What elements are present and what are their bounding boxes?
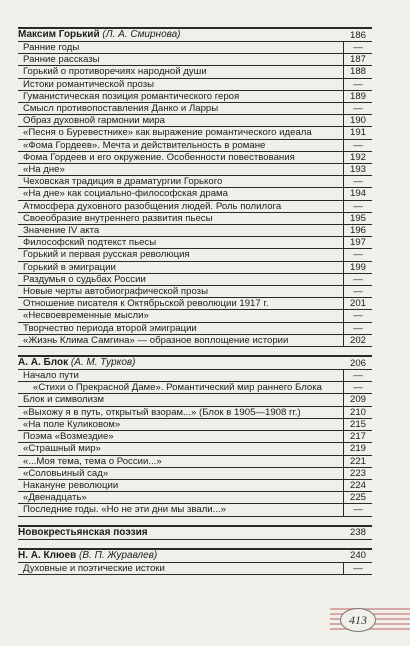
toc-entry-page: 193 (343, 164, 372, 175)
toc-entry-page: 190 (343, 115, 372, 126)
toc-entry-title: Последние годы. «Но не эти дни мы звали...» (23, 504, 226, 516)
toc-entry-title: Фома Гордеев и его окружение. Особенности повествования (23, 151, 295, 163)
toc-entry (18, 323, 372, 335)
toc-entry-title: Значение IV акта (23, 225, 100, 237)
section-heading (18, 355, 372, 370)
toc-entry-page: 191 (343, 127, 372, 138)
toc-entry-title: «...Моя тема, тема о России...» (23, 455, 162, 467)
toc-entry-page: 215 (343, 419, 372, 430)
toc-entry-title: Истоки романтической прозы (23, 78, 155, 90)
toc-entry-title: Чеховская традиция в драматургии Горького (23, 176, 223, 188)
toc-entry-page: 225 (343, 492, 372, 503)
toc-entry-title: Горький о противоречиях народной души (23, 66, 207, 78)
toc-entry-title: Начало пути (23, 370, 79, 382)
toc-entry-page: 201 (343, 298, 372, 309)
toc-entry-title: «Выхожу я в путь, открытый взорам...» (Блок в 1905—1908 гг.) (23, 406, 301, 418)
page-number: 413 (340, 608, 376, 632)
toc-entry-title: «Фома Гордеев». Мечта и действительность в романе (23, 139, 266, 151)
toc-entry (18, 188, 372, 200)
toc-entry (18, 394, 372, 406)
toc-entry-page: 217 (343, 431, 372, 442)
toc-entry (18, 274, 372, 286)
toc-entry-title: Накануне революции (23, 479, 119, 491)
toc-entry-page: — (343, 504, 372, 515)
toc-entry-title: Творчество периода второй эмиграции (23, 322, 197, 334)
section-author: Новокрестьянская поэзия (18, 526, 148, 538)
toc-entry-page: — (343, 79, 372, 90)
toc-entry-page: — (343, 370, 372, 381)
toc-entry (18, 298, 372, 310)
section-editor: (А. М. Турков) (70, 357, 136, 369)
toc-entry-page: 223 (343, 468, 372, 479)
toc-entry (18, 286, 372, 298)
section-author: Н. А. Клюев (18, 549, 77, 561)
section-editor: (Л. А. Смирнова) (102, 29, 181, 40)
toc-entry-title: Горький в эмиграции (23, 261, 116, 273)
toc-entry-title: «Двенадцать» (23, 492, 87, 504)
section-author: Максим Горький (18, 29, 100, 40)
toc-entry (18, 213, 372, 225)
toc-entry (18, 468, 372, 480)
toc-entry (18, 504, 372, 516)
toc-entry (18, 407, 372, 419)
toc-entry (18, 152, 372, 164)
toc-entry (18, 225, 372, 237)
section-heading (18, 548, 372, 563)
toc-entry-page: — (343, 382, 372, 393)
toc-entry (18, 164, 372, 176)
toc-entry-title: Образ духовной гармонии мира (23, 115, 165, 127)
toc-entry (18, 127, 372, 139)
toc-entry (18, 431, 372, 443)
section-title (18, 29, 344, 41)
toc-entry-page: 188 (343, 66, 372, 77)
toc-entry (18, 54, 372, 66)
section-page: 240 (349, 550, 366, 562)
toc-entry (18, 140, 372, 152)
toc-entry-title: Раздумья о судьбах России (23, 273, 146, 285)
toc-entry-page: 196 (343, 225, 372, 236)
toc-entry-page: — (343, 42, 372, 53)
toc-entry-title: Отношение писателя к Октябрьской революции 1917 г. (23, 298, 269, 310)
toc-entry-title: Духовные и поэтические истоки (23, 562, 165, 574)
toc-entry-title: Ранние рассказы (23, 54, 100, 66)
toc-entry (18, 201, 372, 213)
toc-entry (18, 492, 372, 504)
toc-entry-title: Горький и первая русская революция (23, 249, 190, 261)
toc-entry-title: Поэма «Возмездие» (23, 431, 114, 443)
toc-entry-page: 209 (343, 394, 372, 405)
toc-entry-title: Своеобразие внутреннего развития пьесы (23, 212, 213, 224)
toc-entry-title: Философский подтекст пьесы (23, 237, 157, 249)
toc-entry-title: «Песня о Буревестнике» как выражение романтического идеала (23, 127, 312, 139)
section-author: А. А. Блок (18, 357, 69, 369)
toc-entry-page: 197 (343, 237, 372, 248)
section-page: 186 (349, 29, 366, 41)
toc-entry (18, 66, 372, 78)
toc-entry (18, 115, 372, 127)
toc-entry-page: 224 (343, 480, 372, 491)
toc-entry-page: 210 (343, 407, 372, 418)
toc-entry-title: Атмосфера духовного разобщения людей. Роль полилога (23, 200, 282, 212)
toc-entry (18, 563, 372, 575)
section-title (18, 550, 344, 562)
toc-entry-page: — (343, 201, 372, 212)
toc-entry (18, 249, 372, 261)
section-heading (18, 27, 372, 42)
toc-entry (18, 176, 372, 188)
toc-entry-title: Гуманистическая позиция романтического героя (23, 90, 240, 102)
page-number-badge (330, 606, 410, 632)
toc-entry-title: Новые черты автобиографической прозы (23, 286, 208, 298)
toc-entry-page: 189 (343, 91, 372, 102)
section-heading (18, 525, 372, 540)
toc-entry-page: — (343, 249, 372, 260)
toc-entry (18, 103, 372, 115)
toc-entry-page: — (343, 563, 372, 574)
toc-entry-page: — (343, 103, 372, 114)
toc-entry (18, 443, 372, 455)
toc-entry (18, 79, 372, 91)
toc-entry (18, 419, 372, 431)
toc-entry-page: 187 (343, 54, 372, 65)
toc-entry-page: 194 (343, 188, 372, 199)
toc-entry-title: «На дне» (23, 164, 65, 176)
toc-entry-page: — (343, 310, 372, 321)
toc-entry-title: «Жизнь Клима Самгина» — образное воплощение истории (23, 334, 289, 346)
section-page: 206 (349, 357, 366, 369)
toc-entry (18, 91, 372, 103)
section-editor: (В. П. Журавлев) (79, 549, 158, 561)
table-of-contents (18, 27, 372, 575)
section-title (18, 527, 344, 539)
toc-entry (18, 370, 372, 382)
toc-entry-title: «На дне» как социально-философская драма (23, 188, 228, 200)
toc-entry-title: Блок и символизм (23, 394, 104, 406)
toc-entry-page: 192 (343, 152, 372, 163)
toc-entry-page: — (343, 140, 372, 151)
toc-entry (18, 237, 372, 249)
toc-entry (18, 335, 372, 347)
toc-entry-title: «Соловьиный сад» (23, 467, 109, 479)
section-page: 238 (349, 527, 366, 539)
toc-entry-page: 202 (343, 335, 372, 346)
toc-entry (18, 456, 372, 468)
toc-entry-page: 195 (343, 213, 372, 224)
toc-entry-title: Ранние годы (23, 42, 80, 53)
toc-entry (18, 382, 372, 394)
toc-entry (18, 480, 372, 492)
toc-entry-page: 221 (343, 456, 372, 467)
toc-entry-page: 219 (343, 443, 372, 454)
toc-entry-page: — (343, 286, 372, 297)
toc-entry-page: — (343, 176, 372, 187)
toc-entry-page: — (343, 323, 372, 334)
toc-entry-page: 199 (343, 262, 372, 273)
toc-entry-title: «Несвоевременные мысли» (23, 310, 149, 322)
toc-entry-title: Смысл противопоставления Данко и Ларры (23, 103, 219, 115)
toc-entry-page: — (343, 274, 372, 285)
toc-entry-title: «Страшный мир» (23, 443, 101, 455)
toc-entry (18, 262, 372, 274)
toc-entry (18, 42, 372, 54)
section-title (18, 357, 344, 369)
toc-entry (18, 310, 372, 322)
toc-entry-title: «Стихи о Прекрасной Даме». Романтический мир раннего Блока (33, 382, 322, 394)
toc-entry-title: «На поле Куликовом» (23, 418, 121, 430)
